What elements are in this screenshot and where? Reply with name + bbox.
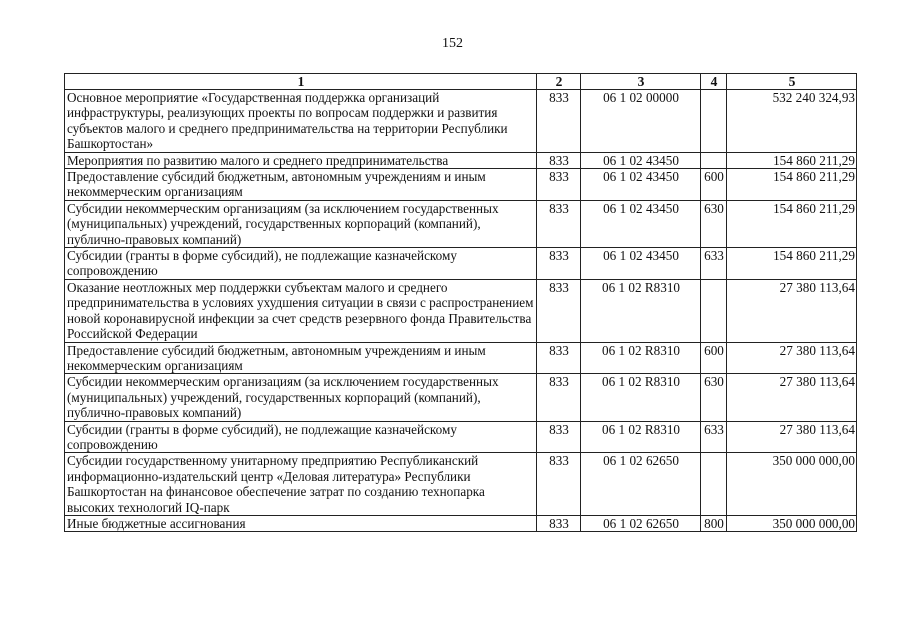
- row-name-cell: Мероприятия по развитию малого и среднего предпринимательства: [65, 152, 537, 168]
- table-body: [65, 90, 857, 532]
- row-expense-type-cell: 633: [701, 421, 727, 453]
- row-name-cell: Оказание неотложных мер поддержки субъектам малого и среднего предпринимательства в условиях ухудшения ситуации в связи с распространением новой коронавирусной инфекции за счет средств резервного фонда Правительства Российской Федерации: [65, 279, 537, 342]
- row-csr-cell: 06 1 02 R8310: [581, 421, 701, 453]
- row-code-cell: 833: [537, 200, 581, 247]
- row-csr-cell: 06 1 02 R8310: [581, 342, 701, 374]
- row-code-cell: 833: [537, 515, 581, 531]
- header-col-5: 5: [727, 74, 857, 90]
- row-code-cell: 833: [537, 374, 581, 421]
- row-code-cell: 833: [537, 169, 581, 201]
- row-sum-cell: 154 860 211,29: [727, 248, 857, 280]
- row-csr-cell: 06 1 02 62650: [581, 453, 701, 516]
- row-csr-cell: 06 1 02 43450: [581, 169, 701, 201]
- table-row: [65, 169, 857, 201]
- row-csr-cell: 06 1 02 62650: [581, 515, 701, 531]
- row-sum-cell: 532 240 324,93: [727, 90, 857, 153]
- row-csr-cell: 06 1 02 00000: [581, 90, 701, 153]
- table-row: [65, 515, 857, 531]
- header-col-1: 1: [65, 74, 537, 90]
- row-name-cell: Предоставление субсидий бюджетным, автономным учреждениям и иным некоммерческим организациям: [65, 169, 537, 201]
- row-csr-cell: 06 1 02 R8310: [581, 279, 701, 342]
- row-expense-type-cell: [701, 453, 727, 516]
- row-name-cell: Субсидии (гранты в форме субсидий), не подлежащие казначейскому сопровождению: [65, 248, 537, 280]
- row-expense-type-cell: [701, 90, 727, 153]
- row-csr-cell: 06 1 02 43450: [581, 248, 701, 280]
- table-row: [65, 374, 857, 421]
- row-code-cell: 833: [537, 90, 581, 153]
- row-csr-cell: 06 1 02 R8310: [581, 374, 701, 421]
- row-sum-cell: 27 380 113,64: [727, 342, 857, 374]
- row-expense-type-cell: [701, 152, 727, 168]
- row-code-cell: 833: [537, 342, 581, 374]
- row-code-cell: 833: [537, 421, 581, 453]
- header-col-4: 4: [701, 74, 727, 90]
- row-code-cell: 833: [537, 152, 581, 168]
- row-expense-type-cell: 633: [701, 248, 727, 280]
- row-expense-type-cell: 600: [701, 169, 727, 201]
- header-col-3: 3: [581, 74, 701, 90]
- row-name-cell: Основное мероприятие «Государственная поддержка организаций инфраструктуры, реализующих проекты по вопросам поддержки и развития субъектов малого и среднего предпринимательства на территории Республики Башкортостан»: [65, 90, 537, 153]
- row-expense-type-cell: 600: [701, 342, 727, 374]
- row-name-cell: Субсидии (гранты в форме субсидий), не подлежащие казначейскому сопровождению: [65, 421, 537, 453]
- row-code-cell: 833: [537, 248, 581, 280]
- row-name-cell: Субсидии некоммерческим организациям (за исключением государственных (муниципальных) учреждений, государственных корпораций (компаний), публично-правовых компаний): [65, 374, 537, 421]
- row-sum-cell: 154 860 211,29: [727, 200, 857, 247]
- row-name-cell: Иные бюджетные ассигнования: [65, 515, 537, 531]
- row-name-cell: Предоставление субсидий бюджетным, автономным учреждениям и иным некоммерческим организациям: [65, 342, 537, 374]
- row-sum-cell: 27 380 113,64: [727, 421, 857, 453]
- row-sum-cell: 27 380 113,64: [727, 279, 857, 342]
- header-col-2: 2: [537, 74, 581, 90]
- table-row: [65, 248, 857, 280]
- budget-table: [64, 73, 857, 532]
- row-name-cell: Субсидии некоммерческим организациям (за исключением государственных (муниципальных) учреждений, государственных корпораций (компаний), публично-правовых компаний): [65, 200, 537, 247]
- row-sum-cell: 350 000 000,00: [727, 515, 857, 531]
- row-expense-type-cell: 630: [701, 374, 727, 421]
- row-sum-cell: 27 380 113,64: [727, 374, 857, 421]
- row-csr-cell: 06 1 02 43450: [581, 200, 701, 247]
- table-row: [65, 152, 857, 168]
- page-number: 152: [442, 36, 463, 51]
- table-row: [65, 421, 857, 453]
- table-header-row: [65, 74, 857, 90]
- table-row: [65, 90, 857, 153]
- row-csr-cell: 06 1 02 43450: [581, 152, 701, 168]
- row-sum-cell: 154 860 211,29: [727, 169, 857, 201]
- table-row: [65, 342, 857, 374]
- table-row: [65, 279, 857, 342]
- row-code-cell: 833: [537, 453, 581, 516]
- row-expense-type-cell: 630: [701, 200, 727, 247]
- row-name-cell: Субсидии государственному унитарному предприятию Республиканский информационно-издательский центр «Деловая литература» Республики Башкортостан на финансовое обеспечение затрат по созданию технопарка высоких технологий IQ-парк: [65, 453, 537, 516]
- row-sum-cell: 154 860 211,29: [727, 152, 857, 168]
- table-row: [65, 453, 857, 516]
- table-row: [65, 200, 857, 247]
- row-sum-cell: 350 000 000,00: [727, 453, 857, 516]
- row-expense-type-cell: [701, 279, 727, 342]
- row-expense-type-cell: 800: [701, 515, 727, 531]
- row-code-cell: 833: [537, 279, 581, 342]
